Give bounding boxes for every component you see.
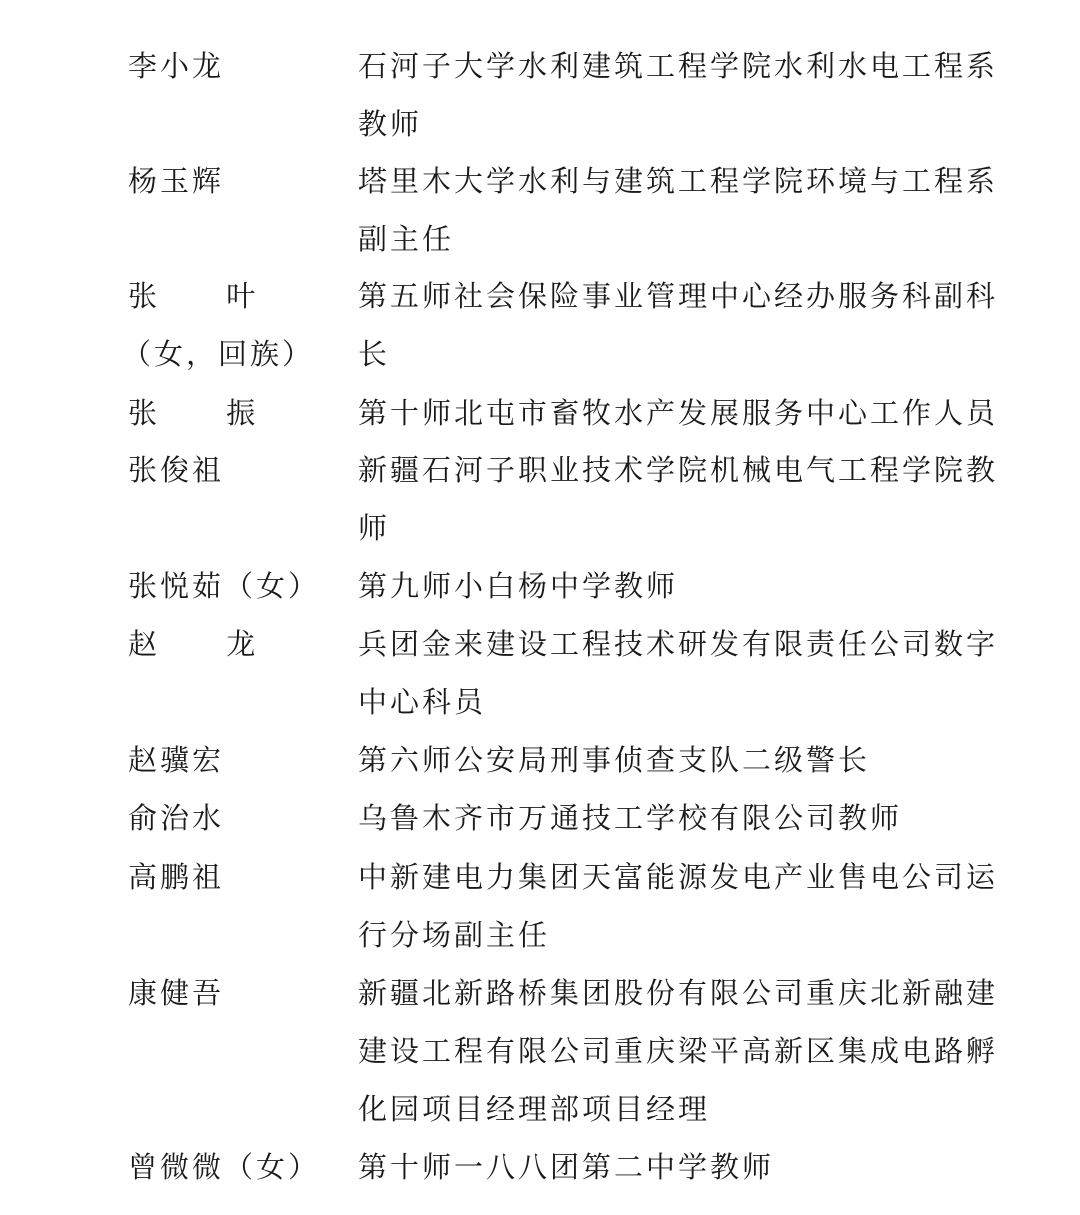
person-description-line: 中新建电力集团天富能源发电产业售电公司运: [358, 860, 999, 894]
person-description-line: 建设工程有限公司重庆梁平高新区集成电路孵: [358, 1034, 999, 1068]
person-description-line: 化园项目经理部项目经理: [358, 1092, 711, 1126]
person-description-line: 第十师一八八团第二中学教师: [358, 1150, 775, 1184]
person-name: 张俊祖: [128, 453, 225, 487]
person-description-line: 新疆北新路桥集团股份有限公司重庆北新融建: [358, 976, 999, 1010]
person-description-line: 第六师公安局刑事侦查支队二级警长: [358, 743, 871, 777]
person-description-line: 教师: [358, 107, 423, 141]
person-name: 李小龙: [128, 49, 225, 83]
person-description-line: 第五师社会保险事业管理中心经办服务科副科: [358, 279, 999, 313]
person-description-line: 行分场副主任: [358, 918, 551, 952]
person-description-line: 副主任: [358, 222, 455, 256]
person-name: 高鹏祖: [128, 860, 225, 894]
person-description-line: 第十师北屯市畜牧水产发展服务中心工作人员: [358, 396, 999, 430]
person-name-annotation: （女，回族）: [122, 337, 315, 371]
person-name: 张悦茹（女）: [128, 569, 321, 603]
person-name: 俞治水: [128, 801, 225, 835]
person-name: 曾微微（女）: [128, 1150, 321, 1184]
person-description-line: 新疆石河子职业技术学院机械电气工程学院教: [358, 453, 999, 487]
person-name: 张 叶: [128, 279, 286, 313]
person-name: 赵 龙: [128, 627, 286, 661]
person-description-line: 兵团金来建设工程技术研发有限责任公司数字: [358, 627, 999, 661]
person-name: 康健吾: [128, 976, 225, 1010]
person-description-line: 中心科员: [358, 685, 487, 719]
person-description-line: 塔里木大学水利与建筑工程学院环境与工程系: [358, 164, 999, 198]
person-description-line: 师: [358, 511, 391, 545]
person-description-line: 石河子大学水利建筑工程学院水利水电工程系: [358, 49, 999, 83]
person-description-line: 乌鲁木齐市万通技工学校有限公司教师: [358, 801, 903, 835]
person-name: 杨玉辉: [128, 164, 225, 198]
person-name: 张 振: [128, 396, 286, 430]
person-description-line: 长: [358, 337, 391, 371]
person-description-line: 第九师小白杨中学教师: [358, 569, 679, 603]
person-name: 赵骥宏: [128, 743, 225, 777]
